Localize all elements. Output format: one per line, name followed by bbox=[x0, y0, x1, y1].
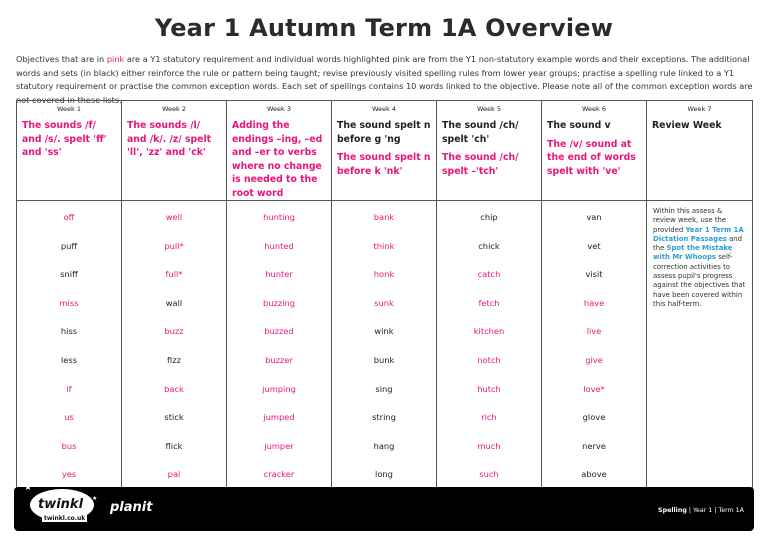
spelling-word: kitchen bbox=[473, 326, 505, 337]
spelling-word: nerve bbox=[582, 440, 606, 451]
spelling-word: hunting bbox=[263, 212, 295, 222]
week-header-2 bbox=[122, 101, 227, 201]
review-text-3: self-correction activities to assess pupil's progress against the objectives that have been covered within this half-term. bbox=[653, 253, 746, 308]
week-header-1 bbox=[17, 101, 122, 201]
star-icon: ★ bbox=[92, 495, 98, 502]
review-text-1: Within this assess & review week, use the provided bbox=[653, 207, 727, 234]
spelling-word: jumped bbox=[263, 412, 295, 423]
intro-part1: Objectives that are in bbox=[16, 54, 107, 64]
spelling-word: chick bbox=[478, 240, 500, 251]
week-word-list-3 bbox=[227, 201, 332, 490]
spelling-word: fizz bbox=[167, 354, 181, 365]
spelling-word: hunted bbox=[264, 240, 294, 251]
week-word-list-2 bbox=[122, 201, 227, 490]
week-header-4 bbox=[332, 101, 437, 201]
spelling-word: yes bbox=[61, 469, 77, 480]
week-label: Week 7 bbox=[687, 105, 712, 113]
spelling-word: love* bbox=[583, 383, 605, 394]
intro-pink-word: pink bbox=[106, 54, 125, 64]
spelling-word: us bbox=[64, 412, 74, 423]
logo-text: twinkl bbox=[38, 497, 84, 512]
spelling-word: wall bbox=[165, 297, 183, 308]
footer-rest: | Year 1 | Term 1A bbox=[686, 507, 744, 514]
review-week-notes bbox=[647, 201, 753, 490]
spelling-word: string bbox=[372, 412, 396, 423]
week-objective: The sound spelt n before k 'nk' bbox=[337, 152, 431, 177]
week-header-5 bbox=[437, 101, 542, 201]
spelling-word: have bbox=[583, 297, 605, 308]
spelling-word: sing bbox=[375, 383, 393, 394]
spelling-word: glove bbox=[582, 412, 606, 423]
words-row bbox=[17, 201, 753, 490]
spelling-word: van bbox=[586, 212, 602, 222]
spelling-word: give bbox=[585, 354, 603, 365]
spelling-word: pull* bbox=[164, 240, 184, 251]
spelling-word: vet bbox=[587, 240, 601, 251]
spelling-word: puff bbox=[60, 240, 78, 251]
week-label: Week 4 bbox=[371, 105, 396, 113]
spot-the-mistake-link[interactable]: Spot the Mistake with Mr Whoops bbox=[653, 244, 733, 262]
week-word-list-5 bbox=[437, 201, 542, 490]
week-header-6 bbox=[542, 101, 647, 201]
week-word-list-4 bbox=[332, 201, 437, 490]
week-label: Week 5 bbox=[476, 105, 501, 113]
intro-paragraph bbox=[16, 53, 754, 107]
spelling-word: fetch bbox=[478, 297, 500, 308]
spelling-word: buzz bbox=[164, 326, 184, 337]
spelling-word: less bbox=[60, 354, 78, 365]
spelling-word: miss bbox=[59, 297, 79, 308]
week-objective: The sound v bbox=[547, 120, 611, 131]
header-row bbox=[17, 101, 753, 201]
week-label: Week 3 bbox=[266, 105, 291, 113]
star-icon: ★ bbox=[24, 483, 33, 493]
spelling-word: flick bbox=[165, 440, 183, 451]
week-objective: Adding the endings –ing, –ed and –er to verbs where no change is needed to the root word bbox=[232, 120, 323, 199]
week-objective: The sounds /f/ and /s/. spelt 'ff' and 'ss' bbox=[22, 120, 107, 158]
week-word-list-6 bbox=[542, 201, 647, 490]
page-title: Year 1 Autumn Term 1A Overview bbox=[154, 14, 614, 42]
spelling-word: stick bbox=[164, 412, 184, 423]
week-objective: The sound /ch/ spelt 'ch' bbox=[442, 120, 519, 145]
spelling-word: buzzing bbox=[262, 297, 296, 308]
spelling-word: cracker bbox=[263, 469, 295, 480]
spelling-word: jumper bbox=[264, 440, 294, 451]
spelling-word: well bbox=[165, 212, 183, 222]
website-label: twinkl.co.uk bbox=[44, 515, 86, 522]
spelling-word: live bbox=[586, 326, 602, 337]
week-objective: The /v/ sound at the end of words spelt with 've' bbox=[547, 138, 636, 177]
spelling-word: such bbox=[479, 469, 499, 480]
spelling-word: back bbox=[164, 383, 184, 394]
star-icon: ★ bbox=[86, 481, 93, 489]
spelling-word: jumping bbox=[262, 383, 296, 394]
spelling-word: pal bbox=[167, 469, 181, 480]
week-objective: The sound /ch/ spelt –'tch' bbox=[442, 152, 519, 177]
spelling-word: if bbox=[66, 383, 72, 394]
week-objective: Review Week bbox=[652, 120, 722, 131]
spelling-word: long bbox=[375, 469, 393, 480]
spelling-word: hang bbox=[373, 440, 395, 451]
spelling-word: above bbox=[581, 469, 607, 480]
spelling-word: full* bbox=[165, 269, 183, 280]
footer-breadcrumb bbox=[658, 507, 744, 514]
planit-brand: planit bbox=[110, 500, 153, 515]
week-label: Week 1 bbox=[56, 105, 81, 113]
week-objective: The sounds /l/ and /k/. /z/ spelt 'll', 'zz' and 'ck' bbox=[127, 120, 212, 158]
spelling-word: buzzer bbox=[265, 354, 293, 365]
week-header-3 bbox=[227, 101, 332, 201]
spelling-word: notch bbox=[477, 354, 501, 365]
spelling-word: sniff bbox=[60, 269, 78, 280]
spelling-word: chip bbox=[480, 212, 498, 222]
spelling-word: honk bbox=[373, 269, 395, 280]
spelling-word: wink bbox=[374, 326, 394, 337]
spelling-word: think bbox=[373, 240, 395, 251]
footer-bar bbox=[14, 481, 754, 531]
week-label: Week 2 bbox=[161, 105, 186, 113]
spelling-word: bunk bbox=[373, 354, 395, 365]
spelling-word: much bbox=[477, 440, 501, 451]
spelling-word: sunk bbox=[374, 297, 394, 308]
overview-table bbox=[16, 100, 753, 490]
spelling-word: visit bbox=[585, 269, 603, 280]
spelling-word: bus bbox=[61, 440, 77, 451]
footer-subject: Spelling bbox=[658, 507, 687, 514]
twinkl-logo bbox=[20, 481, 100, 537]
spelling-word: bank bbox=[373, 212, 395, 222]
week-objective: The sound spelt n before g 'ng bbox=[337, 120, 431, 145]
week-label: Week 6 bbox=[581, 105, 606, 113]
review-text bbox=[653, 207, 746, 309]
week-word-list-1 bbox=[17, 201, 122, 490]
spelling-word: rich bbox=[481, 412, 497, 423]
intro-part2: are a Y1 statutory requirement and individual words highlighted pink are from the Y1 non-statutory example words and their exceptions. The additional words and sets (in black) either reinforce the rule or pattern being taught; revise previously visited spelling rules from lower year groups; practise a spelling rule linked to a Y1 statutory requirement or practise the common exception words. Each set of spellings contains 10 words linked to the objective. Please note all of the common exception words are not covered in these lists. bbox=[16, 54, 753, 105]
spelling-word: hiss bbox=[60, 326, 78, 337]
spelling-word: hutch bbox=[477, 383, 501, 394]
spelling-word: buzzed bbox=[264, 326, 294, 337]
spelling-word: catch bbox=[477, 269, 501, 280]
spelling-word: off bbox=[63, 212, 75, 222]
spelling-word: hunter bbox=[265, 269, 293, 280]
review-text-2: and the bbox=[653, 234, 743, 253]
week-header-7 bbox=[647, 101, 753, 201]
dictation-passages-link[interactable]: Year 1 Term 1A Dictation Passages bbox=[653, 225, 744, 243]
